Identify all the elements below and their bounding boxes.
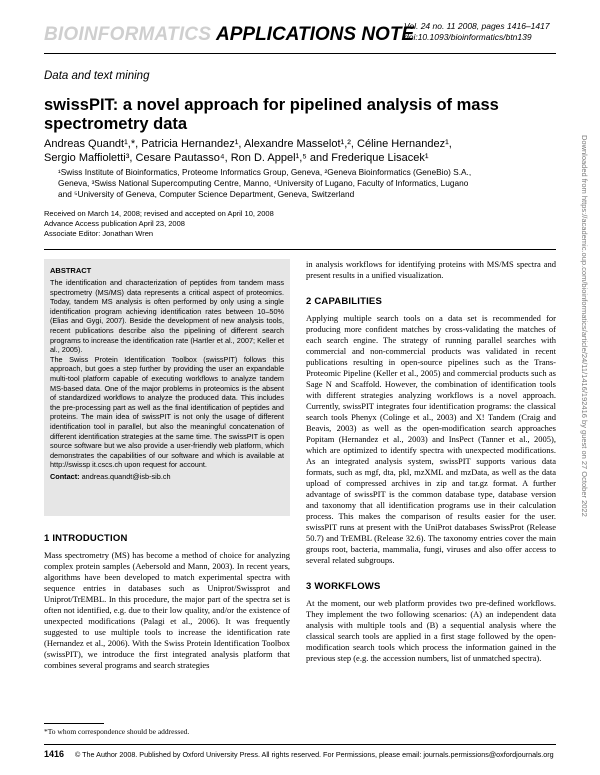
advance-access: Advance Access publication April 23, 2008 xyxy=(44,219,185,228)
abstract-paragraph-2: The Swiss Protein Identification Toolbox (swissPIT) follows this approach, but goes a step further by providing the user an expandable multi-tool platform capable of executing workflows to analyze tandem MS-based data. One of the major problems in proteomics is the absent of standardized workflows to analyze the produced data. This includes the pre-processing part as well as the final identification of peptides and proteins. The main idea of swissPIT is not only the usage of different identification tool in parallel, but also the meaningful concatenation of different identification strategies at the same time. The swissPIT is open source software but we also provide a user-friendly web platform, which demonstrates the capabilities of our software and which is available at http://swissp it.cscs.ch upon request for account. xyxy=(50,354,284,470)
workflows-text: At the moment, our web platform provides two pre-defined workflows. They implement the two following scenarios: (A) an independent data analysis with multiple tools and (B) a sequential analysis where the classical search tools are applied in a first stage followed by the open-modification search tools which process the information gained in the previous step (e.g. the accession numbers, list of unmatched spectra). xyxy=(306,598,556,663)
continued-text: in analysis workflows for identifying proteins with MS/MS spectra and present results in a unified visualization. xyxy=(306,259,556,280)
divider-rule xyxy=(44,249,556,250)
affiliation-line-1: ¹Swiss Institute of Bioinformatics, Proteome Informatics Group, Geneva, ²Geneva Bioinformatics (GeneBio) S.A., xyxy=(58,167,472,177)
doi-line: doi:10.1093/bioinformatics/btn139 xyxy=(404,32,532,42)
capabilities-text: Applying multiple search tools on a data set is recommended for producing more confident matches by cross-validating the matches of each search engine. The strategy of running parallel searches with commercial and non-commercial products was validated in recent publications resulting in open-source pipelines such as the Trans-Proteomic Pipeline (Keller et al., 2005) and commercial products such as Sage N and Scaffold. However, the combination of identification tools with different strategies analyzing workflows is a novel approach. Currently, swissPIT integrates four identification programs: the classical search tools Phenyx (Colinge et al., 2003) and X! Tandem (Craig and Beavis, 2003) as well as the open-modification search approaches Popitam (Hernandez et al., 2003) and InsPect (Tanner et al., 2005), which are optimized to identify spectra with unexpected modifications. As an integrated analysis system, swissPIT supports various data formats, such as mgf, dta, pkl, mzXML and mzData, as well as the data upload of compressed archives in zip and tar.gz format. A further advantage of swissPIT is the common database type, database version and taxonomy that all identification programs use in their calculation process. This makes the comparison of results easier for the user. swissPIT runs at present with the UniProt databases SwissProt (Release 50.7) and TrEMBL (Release 32.6). The taxonomy entries cover the main groups root, bacteria, mammalia, fungi, viruses and also offer access to several related subgroups. xyxy=(306,313,556,565)
authors xyxy=(44,137,556,165)
citation-info xyxy=(404,21,550,43)
received-date: Received on March 14, 2008; revised and accepted on April 10, 2008 xyxy=(44,209,274,218)
contact-email[interactable]: andreas.quandt@isb-sib.ch xyxy=(81,471,171,481)
right-column xyxy=(306,259,556,664)
journal-name: BIOINFORMATICS xyxy=(44,24,212,45)
footnote: *To whom correspondence should be addressed. xyxy=(44,727,190,736)
abstract-contact xyxy=(50,472,284,482)
affiliation-line-3: and ⁵University of Geneva, Computer Science Department, Geneva, Switzerland xyxy=(58,189,355,199)
authors-line-1: Andreas Quandt¹,*, Patricia Hernandez¹, Alexandre Masselot¹,², Céline Hernandez¹, xyxy=(44,138,452,150)
section-label: Data and text mining xyxy=(44,70,150,82)
footnote-rule xyxy=(44,723,104,724)
copyright-line: © The Author 2008. Published by Oxford University Press. All rights reserved. For Permissions, please email: journals.permissions@oxfordjournals.org xyxy=(75,750,554,759)
workflows-heading: 3 WORKFLOWS xyxy=(306,581,381,592)
download-note[interactable]: Downloaded from https://academic.oup.com/bioinformatics/article/24/11/1416/192416 by guest on 27 October 2022 xyxy=(580,135,589,517)
abstract-paragraph-1: The identification and characterization of peptides from tandem mass spectrometry (MS/MS) data represents a critical aspect of proteomics. Today, tandem MS analysis is often performed by only using a single identification program achieving identification rates between 10–50% (Elias and Gygi, 2007). Beside the development of new analysis tools, recent publications describe also the pipelining of different search programs to increase the identification rate (Hartler et al., 2007; Keller et al., 2005). xyxy=(50,278,284,355)
abstract-heading: ABSTRACT xyxy=(50,266,92,275)
authors-line-2: Sergio Maffioletti³, Cesare Pautasso⁴, Ron D. Appel¹,⁵ and Frederique Lisacek¹ xyxy=(44,152,429,164)
contact-label: Contact: xyxy=(50,471,80,481)
header-rule xyxy=(44,53,556,54)
introduction-heading: 1 INTRODUCTION xyxy=(44,533,128,544)
introduction-section xyxy=(44,533,290,671)
capabilities-heading: 2 CAPABILITIES xyxy=(306,296,382,307)
affiliations xyxy=(58,167,558,200)
associate-editor: Associate Editor: Jonathan Wren xyxy=(44,229,154,238)
paper-title: swissPIT: a novel approach for pipelined analysis of mass spectrometry data xyxy=(44,96,499,133)
volume-line: Vol. 24 no. 11 2008, pages 1416–1417 xyxy=(404,21,550,31)
publication-dates xyxy=(44,209,556,239)
introduction-text: Mass spectrometry (MS) has become a method of choice for analyzing complex protein samples (Aebersold and Mann, 2003). In recent years, algorithms have been developed to match experimental spectra with sequence entries in databases such as Uniprot/Swissprot and Uniprot/TrEMBL. In this procedure, the major part of the spectra set is often not identified, e.g. due to their low quality, and/or the existence of unexpected modifications (Palagi et al., 2006). It was frequently suggested to use multiple tools to increase the identification rate (Hernandez et al., 2006). With the Swiss Protein Identification Toolbox (swissPIT), we introduce the first integrated analysis platform that combines several programs and search strategies xyxy=(44,550,290,670)
article-type: APPLICATIONS NOTE xyxy=(216,24,415,45)
page-number: 1416 xyxy=(44,749,65,759)
abstract-box xyxy=(44,259,290,516)
affiliation-line-2: Geneva, ³Swiss National Supercomputing Centre, Manno, ⁴University of Lugano, Faculty of Informatics, Lugano xyxy=(58,178,469,188)
footer-rule xyxy=(44,744,556,745)
